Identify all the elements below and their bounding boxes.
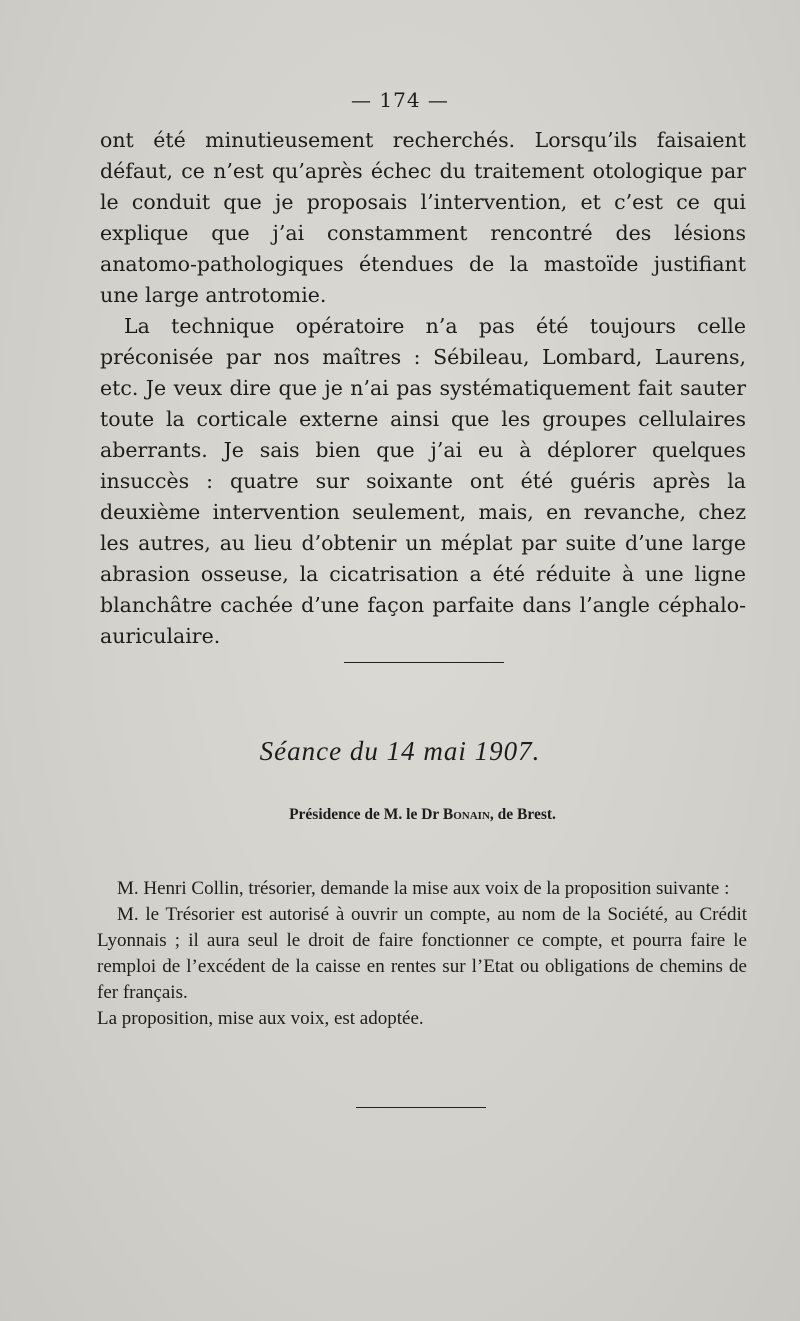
presidency-line — [0, 806, 800, 824]
paragraph-continued: ont été minutieusement recherchés. Lorsqu’ils faisaient défaut, ce n’est qu’après échec du traitement otologique par le conduit que je proposais l’intervention, et c’est ce qui explique que j’ai constamment rencontré des lésions anatomo-pathologiques étendues de la mastoïde justifiant une large antrotomie. — [100, 128, 746, 307]
minutes-paragraph: La proposition, mise aux voix, est adoptée. — [97, 1008, 424, 1029]
paragraph-technique: La technique opératoire n’a pas été toujours celle préconisée par nos maîtres : Sébileau, Lombard, Laurens, etc. Je veux dire que je n’ai pas systématiquement fait sauter toute la corticale externe ainsi que les groupes cellulaires aberrants. Je sais bien que j’ai eu à déplorer quelques insuccès : quatre sur soixante ont été guéris après la deuxième intervention seulement, mais, en revanche, chez les autres, au lieu d’obtenir un méplat par suite d’une large abrasion osseuse, la cicatrisation a été réduite à une ligne blanchâtre cachée d’une façon parfaite dans l’angle céphalo-auriculaire. — [100, 314, 746, 648]
president-name: Bonain — [442, 806, 490, 823]
minutes-paragraph: M. le Trésorier est autorisé à ouvrir un compte, au nom de la Société, au Crédit Lyonnais ; il aura seul le droit de faire fonctionner ce compte, et pourra faire le remploi de l’excédent de la caisse en rentes sur l’Etat ou obligations de chemins de fer français. — [97, 904, 747, 1003]
minutes-paragraph: M. Henri Collin, trésorier, demande la mise aux voix de la proposition suivante : — [117, 878, 730, 899]
session-minutes — [97, 876, 747, 1032]
end-divider — [356, 1107, 486, 1108]
presidency-suffix: , de Brest. — [489, 806, 556, 823]
section-divider — [344, 662, 504, 663]
presidency-prefix: Présidence de M. le Dr — [289, 806, 443, 823]
page-number: — 174 — — [351, 88, 449, 112]
body-text — [100, 125, 746, 652]
session-title: Séance du 14 mai 1907. — [259, 736, 541, 766]
